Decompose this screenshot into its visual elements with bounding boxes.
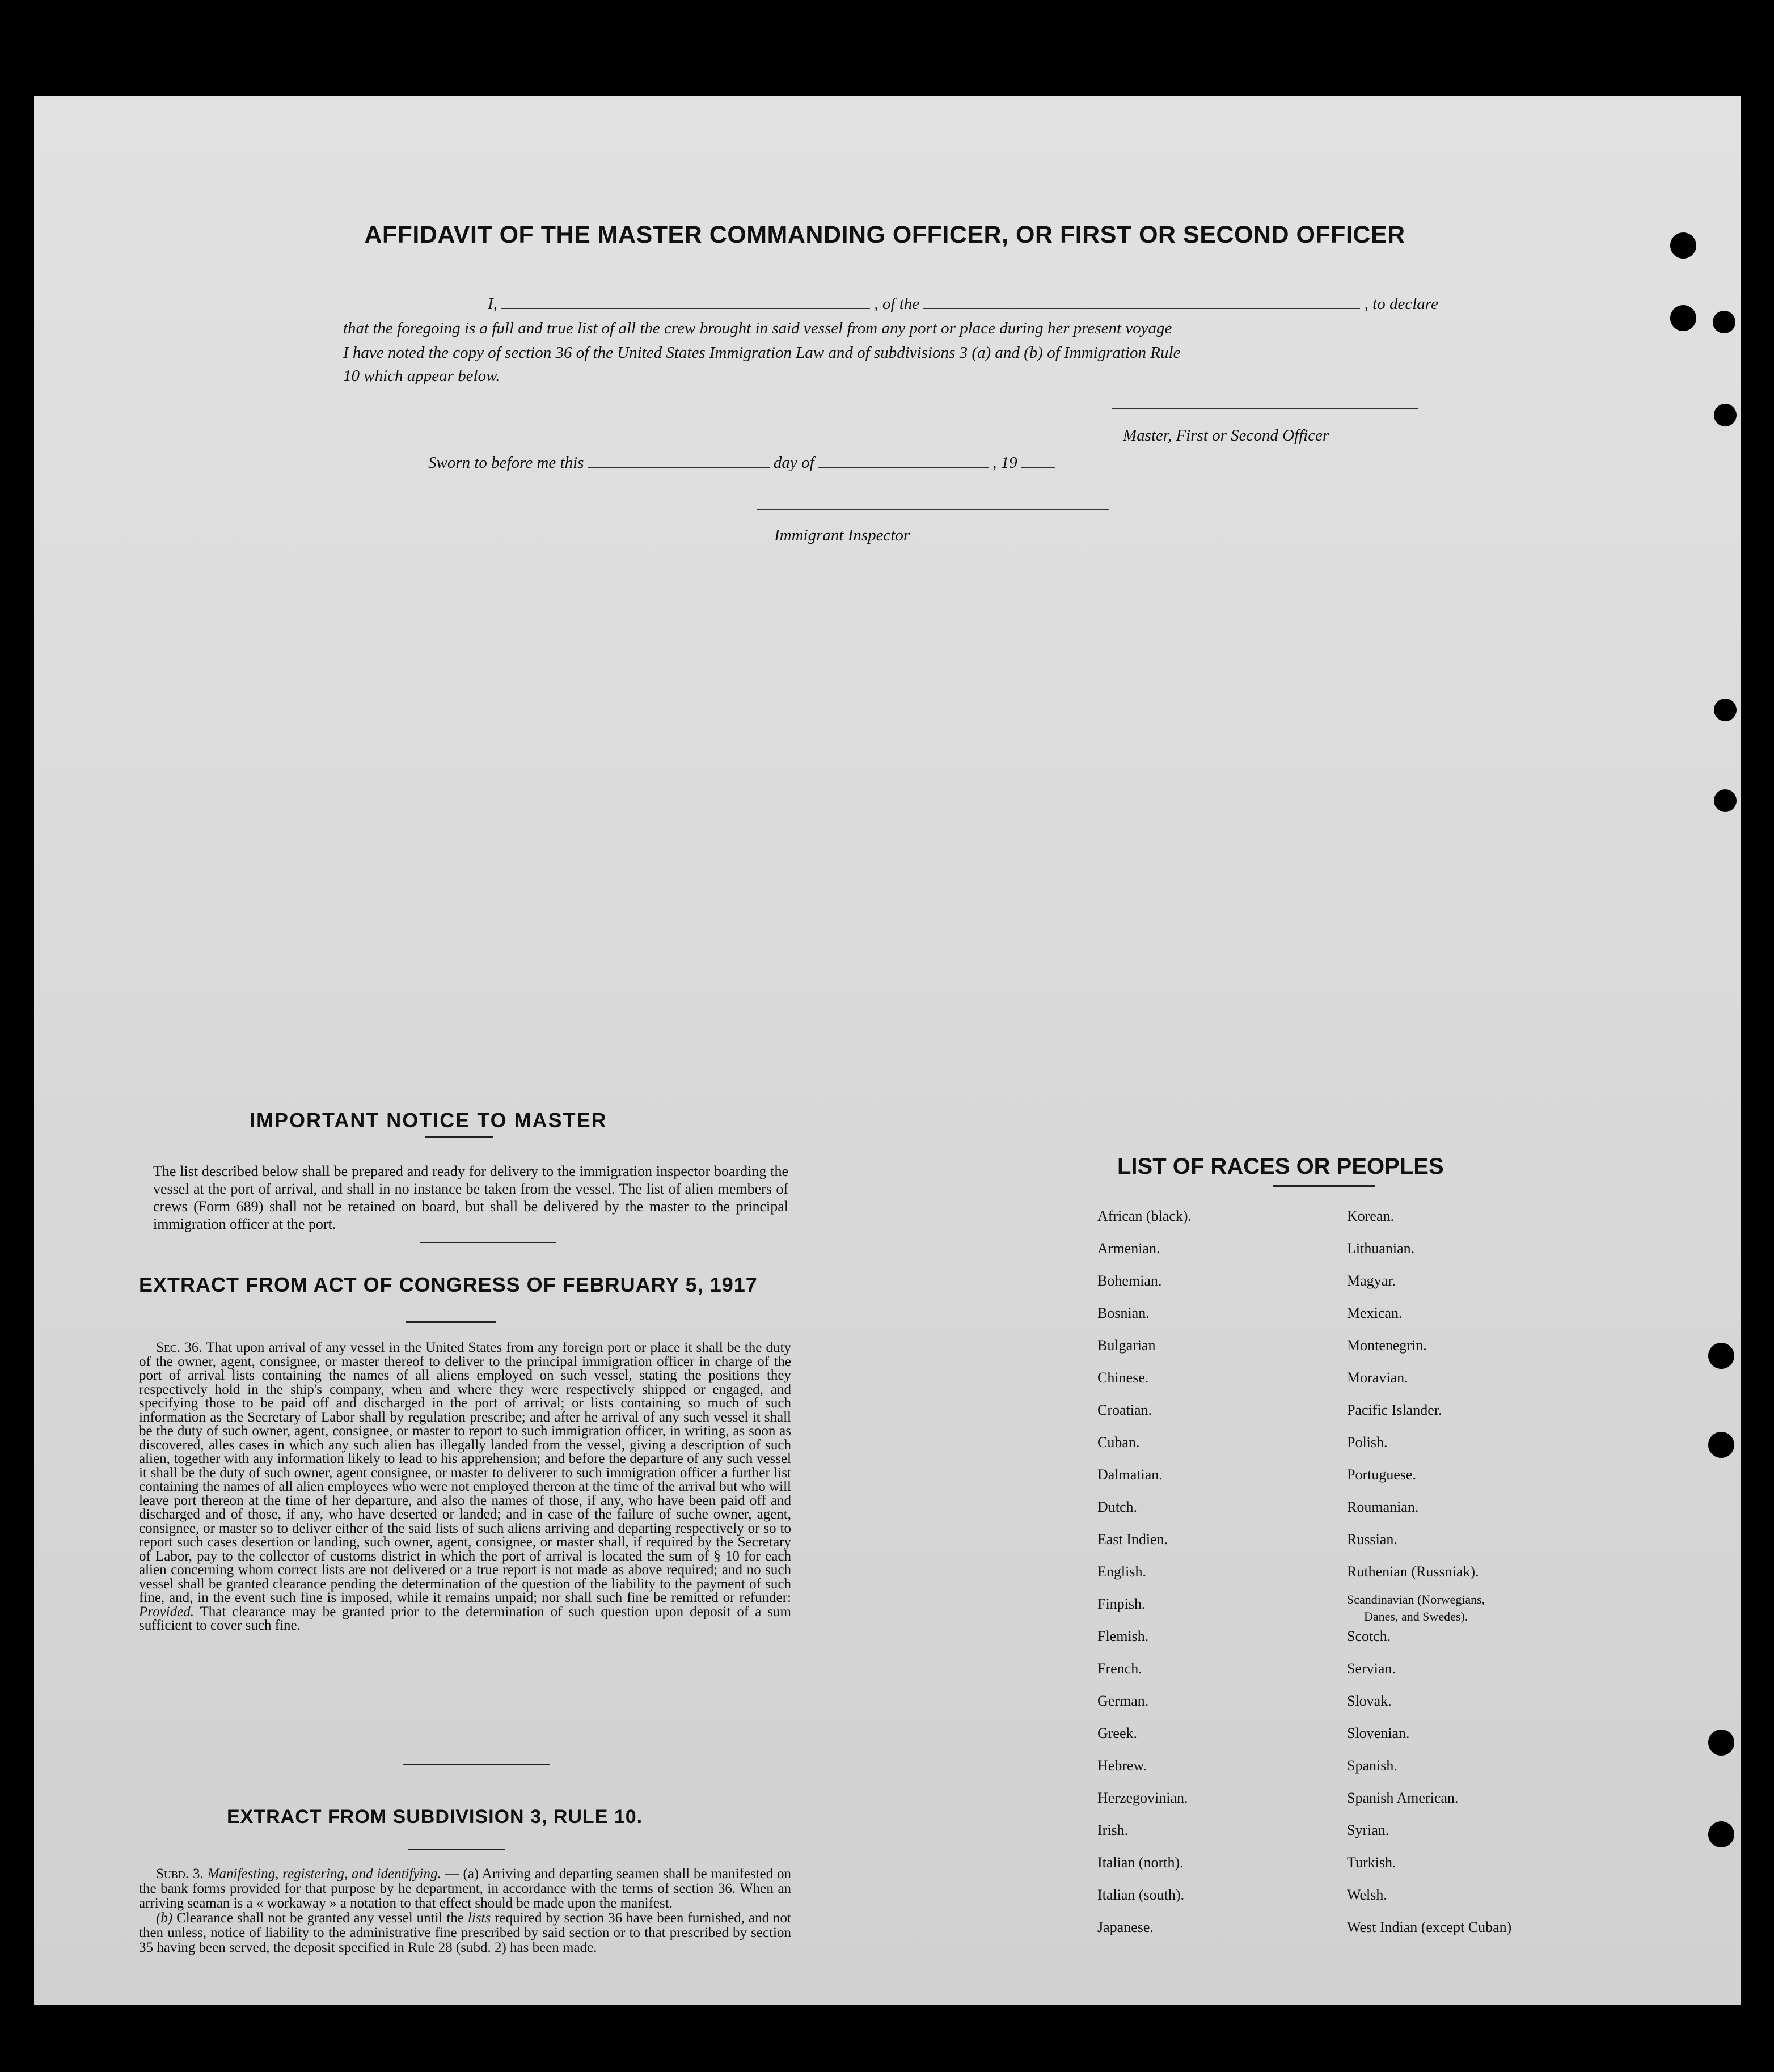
affidavit-of-the: , of the xyxy=(874,295,920,313)
race-item: African (black). xyxy=(1097,1208,1192,1224)
race-item: Scandinavian (Norwegians, xyxy=(1347,1592,1485,1606)
race-item: Chinese. xyxy=(1097,1369,1149,1386)
race-item: Hebrew. xyxy=(1097,1757,1147,1774)
notice-divider xyxy=(420,1242,556,1243)
race-item: Irish. xyxy=(1097,1822,1129,1838)
race-item: Polish. xyxy=(1347,1434,1388,1451)
punch-hole xyxy=(1670,305,1696,331)
sworn-line xyxy=(428,454,1055,472)
rule-b-text-end: required by section 36 have been furnished, and not then unless, notice of liability to the administrative fine prescribed by said section or to that prescribed by section 35 having been served, the deposit specified in Rule 28 (subd. 2) has been made. xyxy=(139,1910,791,1955)
races-heading: LIST OF RACES OR PEOPLES xyxy=(1117,1154,1444,1179)
affidavit-line-4: 10 which appear below. xyxy=(343,367,500,385)
signature-label: Master, First or Second Officer xyxy=(1123,426,1329,445)
punch-hole xyxy=(1670,232,1696,259)
race-item: Roumanian. xyxy=(1347,1499,1419,1515)
manifest-page xyxy=(34,96,1741,2005)
race-item: Moravian. xyxy=(1347,1369,1408,1386)
race-item: German. xyxy=(1097,1693,1149,1709)
sworn-day-field[interactable] xyxy=(588,467,770,468)
act-provided: Provided. xyxy=(139,1604,194,1619)
vessel-name-field[interactable] xyxy=(923,308,1360,309)
punch-hole xyxy=(1708,1432,1734,1458)
race-item: West Indian (except Cuban) xyxy=(1347,1919,1512,1935)
race-item: Dalmatian. xyxy=(1097,1466,1163,1483)
race-item: Russian. xyxy=(1347,1531,1397,1547)
punch-hole xyxy=(1713,311,1735,333)
race-item: Flemish. xyxy=(1097,1628,1149,1644)
race-item: Italian (south). xyxy=(1097,1887,1185,1903)
race-item: Slovak. xyxy=(1347,1693,1392,1709)
rule-heading: EXTRACT FROM SUBDIVISION 3, RULE 10. xyxy=(227,1806,643,1828)
race-item: Scotch. xyxy=(1347,1628,1391,1644)
race-item: Lithuanian. xyxy=(1347,1240,1415,1257)
race-item: Ruthenian (Russniak). xyxy=(1347,1563,1479,1580)
rule-b-label: (b) xyxy=(156,1910,173,1926)
punch-hole xyxy=(1714,789,1737,812)
race-item: Mexican. xyxy=(1347,1305,1403,1321)
rule-a-label: — (a) xyxy=(445,1866,479,1881)
punch-hole xyxy=(1714,699,1737,721)
affidavit-line-3: I have noted the copy of section 36 of the United States Immigration Law and of subdivisions 3 (a) and (b) of Immigration Rule xyxy=(343,344,1181,362)
race-item: Cuban. xyxy=(1097,1434,1140,1451)
race-item: Japanese. xyxy=(1097,1919,1154,1935)
act-rule xyxy=(406,1321,496,1323)
race-item: Magyar. xyxy=(1347,1272,1396,1289)
notice-text: The list described below shall be prepared and ready for delivery to the immigration inspector boarding the vessel at the port of arrival, and shall in no instance be taken from the vessel. The list of alien members of crews (Form 689) shall not be retained on board, but shall be delivered by the master to the principal immigration officer at the port. xyxy=(153,1163,788,1232)
affidavit-line-2: that the foregoing is a full and true list of all the crew brought in said vessel from any port or place during her present voyage xyxy=(343,319,1172,337)
act-text xyxy=(139,1341,791,1633)
race-item: Spanish. xyxy=(1347,1757,1397,1774)
affidavit-to-declare: , to declare xyxy=(1364,295,1438,313)
race-item: Turkish. xyxy=(1347,1854,1396,1871)
year-label: , 19 xyxy=(992,454,1017,472)
inspector-label: Immigrant Inspector xyxy=(774,526,910,544)
race-item: Bulgarian xyxy=(1097,1337,1156,1354)
race-item: Syrian. xyxy=(1347,1822,1389,1838)
race-item: Portuguese. xyxy=(1347,1466,1417,1483)
race-item: Spanish American. xyxy=(1347,1790,1459,1806)
race-item: Dutch. xyxy=(1097,1499,1138,1515)
act-body-end: That clearance may be granted prior to the determination of such question upon deposit of a sum sufficient to cover such fine. xyxy=(139,1604,791,1633)
notice-rule xyxy=(425,1136,493,1138)
day-of-label: day of xyxy=(773,454,814,472)
race-item: Slovenian. xyxy=(1347,1725,1410,1741)
race-item: Danes, and Swedes). xyxy=(1364,1609,1468,1623)
rule-a-text: Arriving and departing seamen shall be manifested on the bank forms provided for that purpose by he department, in accordance with the terms of section 36. When an arriving seaman is a « workaway » a notation to that effect should be made upon the manifest. xyxy=(139,1866,792,1911)
rule-text xyxy=(139,1867,791,1955)
race-item: Greek. xyxy=(1097,1725,1138,1741)
race-item: Bohemian. xyxy=(1097,1272,1162,1289)
race-item: Armenian. xyxy=(1097,1240,1160,1257)
rule-b-lists: lists xyxy=(467,1910,491,1926)
master-name-field[interactable] xyxy=(501,308,870,309)
race-item: East Indien. xyxy=(1097,1531,1168,1547)
punch-hole xyxy=(1708,1730,1734,1756)
rule-rule xyxy=(408,1849,505,1850)
race-item: Croatian. xyxy=(1097,1402,1152,1418)
race-item: Italian (north). xyxy=(1097,1854,1184,1871)
sworn-label: Sworn to before me this xyxy=(428,454,584,472)
race-item: Herzegovinian. xyxy=(1097,1790,1188,1806)
affidavit-i: I, xyxy=(488,295,497,313)
race-item: Welsh. xyxy=(1347,1887,1387,1903)
races-rule xyxy=(1273,1185,1375,1187)
race-item: French. xyxy=(1097,1660,1142,1677)
notice-heading: IMPORTANT NOTICE TO MASTER xyxy=(250,1109,607,1132)
rule-subd-label: Subd. 3. xyxy=(156,1866,204,1881)
race-item: Finpish. xyxy=(1097,1596,1146,1612)
race-item: Korean. xyxy=(1347,1208,1395,1224)
race-item: Servian. xyxy=(1347,1660,1396,1677)
race-item: Pacific Islander. xyxy=(1347,1402,1442,1418)
race-item: Montenegrin. xyxy=(1347,1337,1427,1354)
punch-hole xyxy=(1708,1821,1734,1847)
sworn-month-field[interactable] xyxy=(818,467,989,468)
act-divider xyxy=(403,1764,550,1765)
act-body: That upon arrival of any vessel in the United States from any foreign port or place it shall be the duty of the owner, agent, consignee, or master thereof to deliver to the principal immigration officer in charge of the port of arrival lists containing the names of all aliens employed on such vessel, stating the positions they respectively hold in the ship's company, when and where they were respectively shipped or engaged, and specifying those to be paid off and discharged in the port of arrival; or lists containing so much of such information as the Secretary of Labor shall by regulation prescribe; and after he arrival of any such vessel it shall be the duty of such owner, agent, consignee, or master to report to such immigration officer, in writing, as soon as discovered, alles cases in which any such alien has illegally landed from the vessel, giving a description of such alien, together with any information likely to lead to his apprehension; and before the departure of any such vessel it shall be the duty of such owner, agent consignee, or master to deliverer to such immigration officer a further list containing the names of all alien employees who were not employed thereon at the time of the arrival but who will leave port thereon at the time of her departure, and also the names of those, if any, who have been paid off and discharged and of those, if any, who have deserted or landed; and in case of the failure of suche owner, agent, consignee, or master so to deliver either of the said lists of such aliens arriving and departing respectively or so to report such cases desertion or landing, such owner, agent, consignee, or master shall, if required by the Secretary of Labor, pay to the collector of customs district in which the port of arrival is located the sum of § 10 for each alien concerning whom correct lists are not delivered or a true report is not made as above required; and no such vessel shall be granted clearance pending the determination of the question of the liability to the payment of such fine, and, in the event such fine is imposed, while it remains unpaid; nor shall such fine be remitted or refunder: xyxy=(139,1340,791,1605)
rule-title: Manifesting, registering, and identifying. xyxy=(207,1866,441,1881)
affidavit-heading: AFFIDAVIT OF THE MASTER COMMANDING OFFICER, OR FIRST OR SECOND OFFICER xyxy=(364,221,1405,248)
affidavit-line-1 xyxy=(488,295,1438,314)
race-item: English. xyxy=(1097,1563,1146,1580)
punch-hole xyxy=(1708,1343,1734,1369)
act-section-label: Sec. 36. xyxy=(156,1340,202,1355)
sworn-year-field[interactable] xyxy=(1021,467,1055,468)
act-heading: EXTRACT FROM ACT OF CONGRESS OF FEBRUARY 5, 1917 xyxy=(139,1273,758,1296)
punch-hole xyxy=(1714,404,1737,426)
rule-b-text: Clearance shall not be granted any vessel until the xyxy=(176,1910,464,1926)
inspector-signature-line[interactable] xyxy=(757,509,1109,510)
signature-line[interactable] xyxy=(1112,408,1418,409)
race-item: Bosnian. xyxy=(1097,1305,1150,1321)
